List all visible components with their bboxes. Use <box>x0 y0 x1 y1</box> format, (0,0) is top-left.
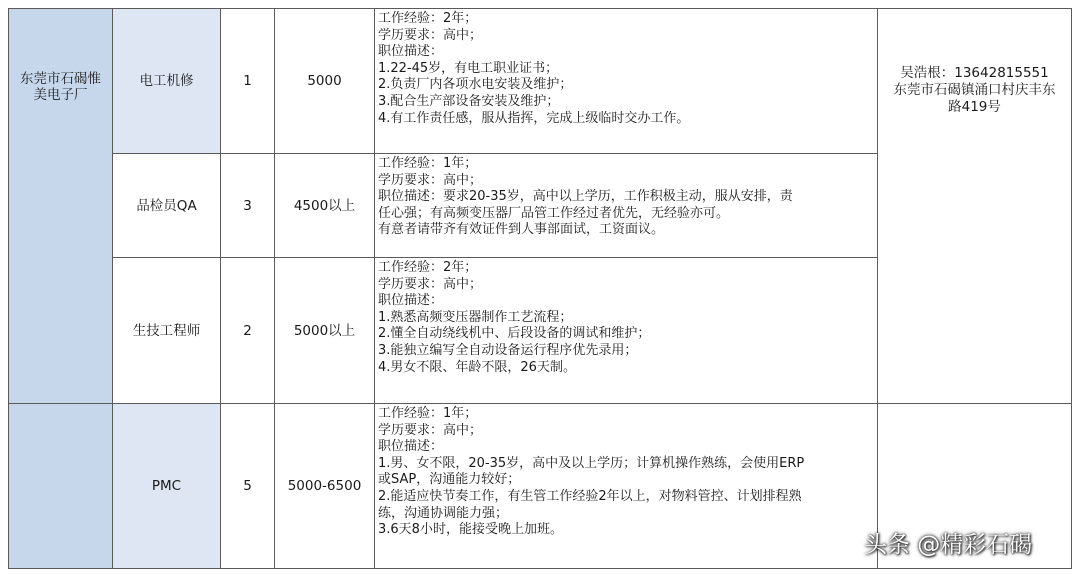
headcount-cell <box>220 153 275 258</box>
desc-line: 工作经验：2年； <box>378 11 478 26</box>
company-name-cell <box>8 8 113 404</box>
desc-line: 2.懂全自动绕线机中、后段设备的调试和维护； <box>378 326 651 342</box>
job-description-cell <box>374 403 878 569</box>
job-title: 品检员QA <box>136 197 197 214</box>
desc-line: 工作经验：1年； <box>378 406 478 421</box>
salary: 5000以上 <box>293 322 356 339</box>
desc-line: 1.熟悉高频变压器制作工艺流程； <box>378 309 573 325</box>
desc-line: 3.能独立编写全自动设备运行程序优先录用； <box>378 342 638 358</box>
job-title: 生技工程师 <box>132 322 201 339</box>
desc-line: 任心强；有高频变压器厂品管工作经过者优先，无经验亦可。 <box>378 205 730 221</box>
job-title-cell <box>112 257 221 404</box>
company-name: 东莞市石碣惟美电子厂 <box>20 71 101 103</box>
desc-line: 1.男、女不限，20-35岁，高中及以上学历；计算机操作熟练，会使用ERP <box>378 455 805 471</box>
desc-line: 4.男女不限、年龄不限，26天制。 <box>378 359 576 375</box>
headcount-cell <box>220 403 275 569</box>
headcount: 5 <box>243 478 252 494</box>
job-title: 电工机修 <box>139 73 194 89</box>
desc-line: 练，沟通协调能力强； <box>378 505 509 521</box>
job-title-cell <box>112 153 221 258</box>
desc-line: 3.配合生产部设备安装及维护； <box>378 93 560 109</box>
salary-cell <box>274 403 375 569</box>
headcount-cell <box>220 8 275 154</box>
salary: 4500以上 <box>293 197 356 214</box>
watermark: 头条 @精彩石碣 <box>864 532 1033 558</box>
job-title-cell <box>112 8 221 154</box>
desc-line: 学历要求：高中； <box>378 27 483 43</box>
contact-person-phone: 吴浩根：13642815551 <box>900 65 1049 81</box>
salary: 5000-6500 <box>287 478 362 494</box>
desc-line: 3.6天8小时，能接受晚上加班。 <box>378 522 563 538</box>
desc-line: 职位描述： <box>378 293 444 309</box>
contact-address: 东莞市石碣镇涌口村庆丰东 <box>893 82 1056 98</box>
headcount: 3 <box>243 197 252 214</box>
job-description-cell <box>374 8 878 154</box>
contact-address: 路419号 <box>948 99 1001 115</box>
salary-cell <box>274 153 375 258</box>
desc-line: 1.22-45岁，有电工职业证书； <box>378 60 559 76</box>
headcount-cell <box>220 257 275 404</box>
company-name-cell <box>8 403 113 569</box>
desc-line: 2.负责厂内各项水电安装及维护； <box>378 77 573 93</box>
desc-line: 工作经验：1年； <box>378 156 478 171</box>
desc-line: 工作经验：2年； <box>378 260 478 275</box>
job-title: PMC <box>151 478 182 494</box>
headcount: 1 <box>243 73 252 89</box>
job-description-cell <box>374 257 878 404</box>
desc-line: 职位描述： <box>378 439 444 455</box>
desc-line: 职位描述： <box>378 44 444 60</box>
job-title-cell <box>112 403 221 569</box>
desc-line: 2.能适应快节奏工作，有生管工作经验2年以上，对物料管控、计划排程熟 <box>378 488 802 504</box>
desc-line: 学历要求：高中； <box>378 276 483 292</box>
desc-line: 有意者请带齐有效证件到人事部面试，工资面议。 <box>378 222 665 238</box>
desc-line: 或SAP，沟通能力较好； <box>378 472 521 488</box>
desc-line: 职位描述：要求20-35岁，高中以上学历，工作积极主动，服从安排，责 <box>378 189 793 205</box>
job-description-cell <box>374 153 878 258</box>
desc-line: 学历要求：高中； <box>378 172 483 188</box>
desc-line: 4.有工作责任感，服从指挥，完成上级临时交办工作。 <box>378 110 690 126</box>
desc-line: 学历要求：高中； <box>378 422 483 438</box>
salary-cell <box>274 8 375 154</box>
salary-cell <box>274 257 375 404</box>
headcount: 2 <box>243 322 252 339</box>
contact-cell <box>877 8 1072 404</box>
salary: 5000 <box>307 73 342 89</box>
